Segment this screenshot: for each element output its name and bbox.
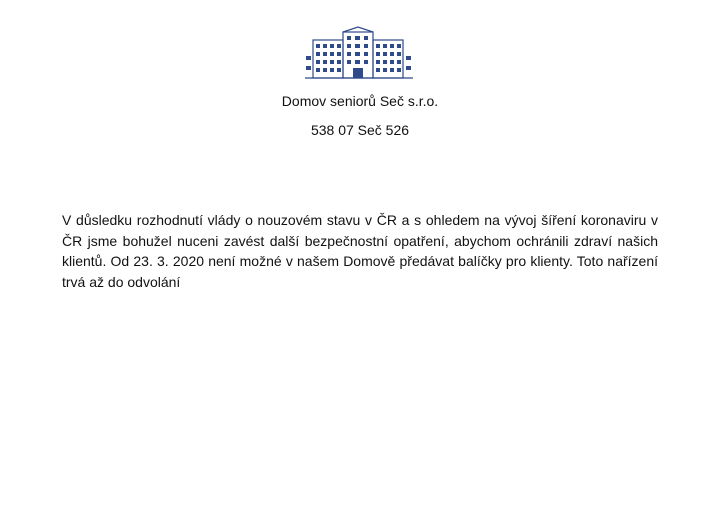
organization-name: Domov seniorů Seč s.r.o. bbox=[281, 93, 439, 109]
notice-paragraph: V důsledku rozhodnutí vlády o nouzovém stavu v ČR a s ohledem na vývoj šíření koronaviru v ČR jsme bohužel nuceni zavést další bezpečnostní opatření, abychom ochránili zdraví našich klientů. Od 23. 3. 2020 není možné v našem Domově předávat balíčky pro klienty. Toto nařízení trvá až do odvolání bbox=[62, 212, 658, 290]
organization-address: 538 07 Seč 526 bbox=[310, 122, 410, 138]
building-logo-icon bbox=[303, 26, 415, 82]
